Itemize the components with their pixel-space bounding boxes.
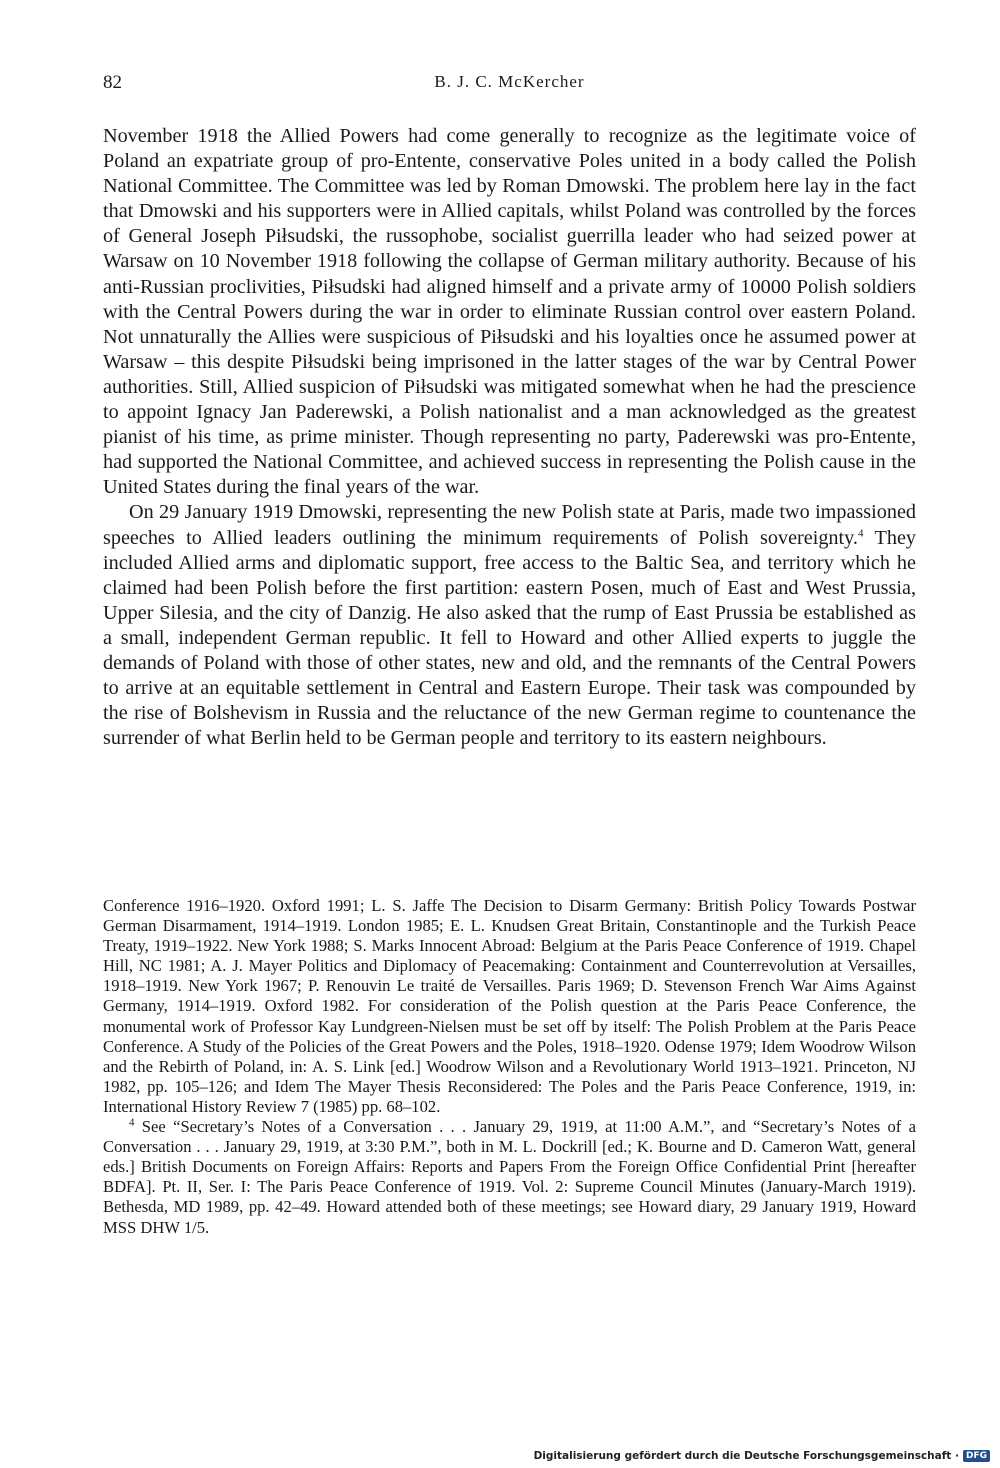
page-number: 82 <box>103 72 122 93</box>
running-head: B. J. C. McKercher <box>434 72 585 91</box>
digitization-note: Digitalisierung gefördert durch die Deutsche Forschungsgemeinschaft · <box>533 1449 959 1462</box>
body-paragraph: November 1918 the Allied Powers had come generally to recognize as the legitimate voice of Poland an expatriate group of pro-Entente, conservative Poles united in a body called the Polish National Committee. The Committee was led by Roman Dmowski. The problem here lay in the fact that Dmowski and his supporters were in Allied capitals, whilst Poland was controlled by the forces of General Joseph Piłsudski, the russophobe, socialist guerrilla leader who had seized power at Warsaw on 10 November 1918 following the collapse of German military authority. Because of his anti-Russian proclivities, Piłsudski had aligned himself and a private army of 10000 Polish soldiers with the Central Powers during the war in order to eliminate Russian control over eastern Poland. Not unnaturally the Allies were suspicious of Piłsudski and his loyalties once he assumed power at Warsaw – this despite Piłsudski being imprisoned in the latter stages of the war by Central Power authorities. Still, Allied suspicion of Piłsudski was mitigated somewhat when he had the prescience to appoint Ignacy Jan Paderewski, a Polish nationalist and a man acknowledged as the greatest pianist of his time, as prime minister. Though representing no party, Paderewski was pro-Entente, had supported the National Committee, and achieved success in representing the Polish cause in the United States during the final years of the war. <box>103 125 916 499</box>
footnote-number: 4 <box>129 1116 135 1129</box>
footnotes <box>103 896 916 1238</box>
dfg-logo: DFG <box>963 1450 990 1462</box>
body-paragraph-text: They included Allied arms and diplomatic support, free access to the Baltic Sea, and territory which he claimed had been Polish before the first partition: eastern Posen, much of East and West Prussia, Upper Silesia, and the city of Danzig. He also asked that the rump of East Prussia be established as a small, independent German republic. It fell to Howard and other Allied experts to juggle the demands of Poland with those of other states, new and old, and the remnants of the Central Powers to arrive at an equitable settlement in Central and Eastern Europe. Their task was compounded by the rise of Bolshevism in Russia and the reluctance of the new German regime to countenance the surrender of what Berlin held to be German people and territory to its eastern neighbours. <box>103 526 916 750</box>
body-paragraph-text: On 29 January 1919 Dmowski, representing the new Polish state at Paris, made two impassioned speeches to Allied leaders outlining the minimum requirements of Polish sovereignty. <box>103 501 916 549</box>
footnote-4 <box>103 1117 916 1238</box>
digitization-footer <box>534 1447 990 1464</box>
page-header <box>103 72 916 100</box>
footnote-reference: 4 <box>857 526 864 539</box>
body-text <box>103 124 916 751</box>
footnote-text: See “Secretary’s Notes of a Conversation . . . January 29, 1919, at 11:00 A.M.”, and “Secretary’s Notes of a Conversation . . . January 29, 1919, at 3:30 P.M.”, both in M. L. Dockrill [ed.; K. Bourne and D. Cameron Watt, general eds.] British Documents on Foreign Affairs: Reports and Papers From the Foreign Office Confidential Print [hereafter BDFA]. Pt. II, Ser. I: The Paris Peace Conference of 1919. Vol. 2: Supreme Council Minutes (January-March 1919). Bethesda, MD 1989, pp. 42–49. Howard attended both of these meetings; see Howard diary, 29 January 1919, Howard MSS DHW 1/5. <box>103 1117 916 1237</box>
body-paragraph <box>103 500 916 751</box>
footnote-continued: Conference 1916–1920. Oxford 1991; L. S. Jaffe The Decision to Disarm Germany: British Policy Towards Postwar German Disarmament, 1914–1919. London 1985; E. L. Knudsen Great Britain, Constantinople and the Turkish Peace Treaty, 1919–1922. New York 1988; S. Marks Innocent Abroad: Belgium at the Paris Peace Conference of 1919. Chapel Hill, NC 1981; A. J. Mayer Politics and Diplomacy of Peacemaking: Containment and Counterrevolution at Versailles, 1918–1919. New York 1967; P. Renouvin Le traité de Versailles. Paris 1969; D. Stevenson French War Aims Against Germany, 1914–1919. Oxford 1982. For consideration of the Polish question at the Paris Peace Conference, the monumental work of Professor Kay Lundgreen-Nielsen must be set off by itself: The Polish Problem at the Paris Peace Conference. A Study of the Policies of the Great Powers and the Poles, 1918–1920. Odense 1979; Idem Woodrow Wilson and the Rebirth of Poland, in: A. S. Link [ed.] Woodrow Wilson and a Revolutionary World 1913–1921. Princeton, NJ 1982, pp. 105–126; and Idem The Mayer Thesis Reconsidered: The Poles and the Paris Peace Conference, 1919, in: International History Review 7 (1985) pp. 68–102. <box>103 896 916 1116</box>
